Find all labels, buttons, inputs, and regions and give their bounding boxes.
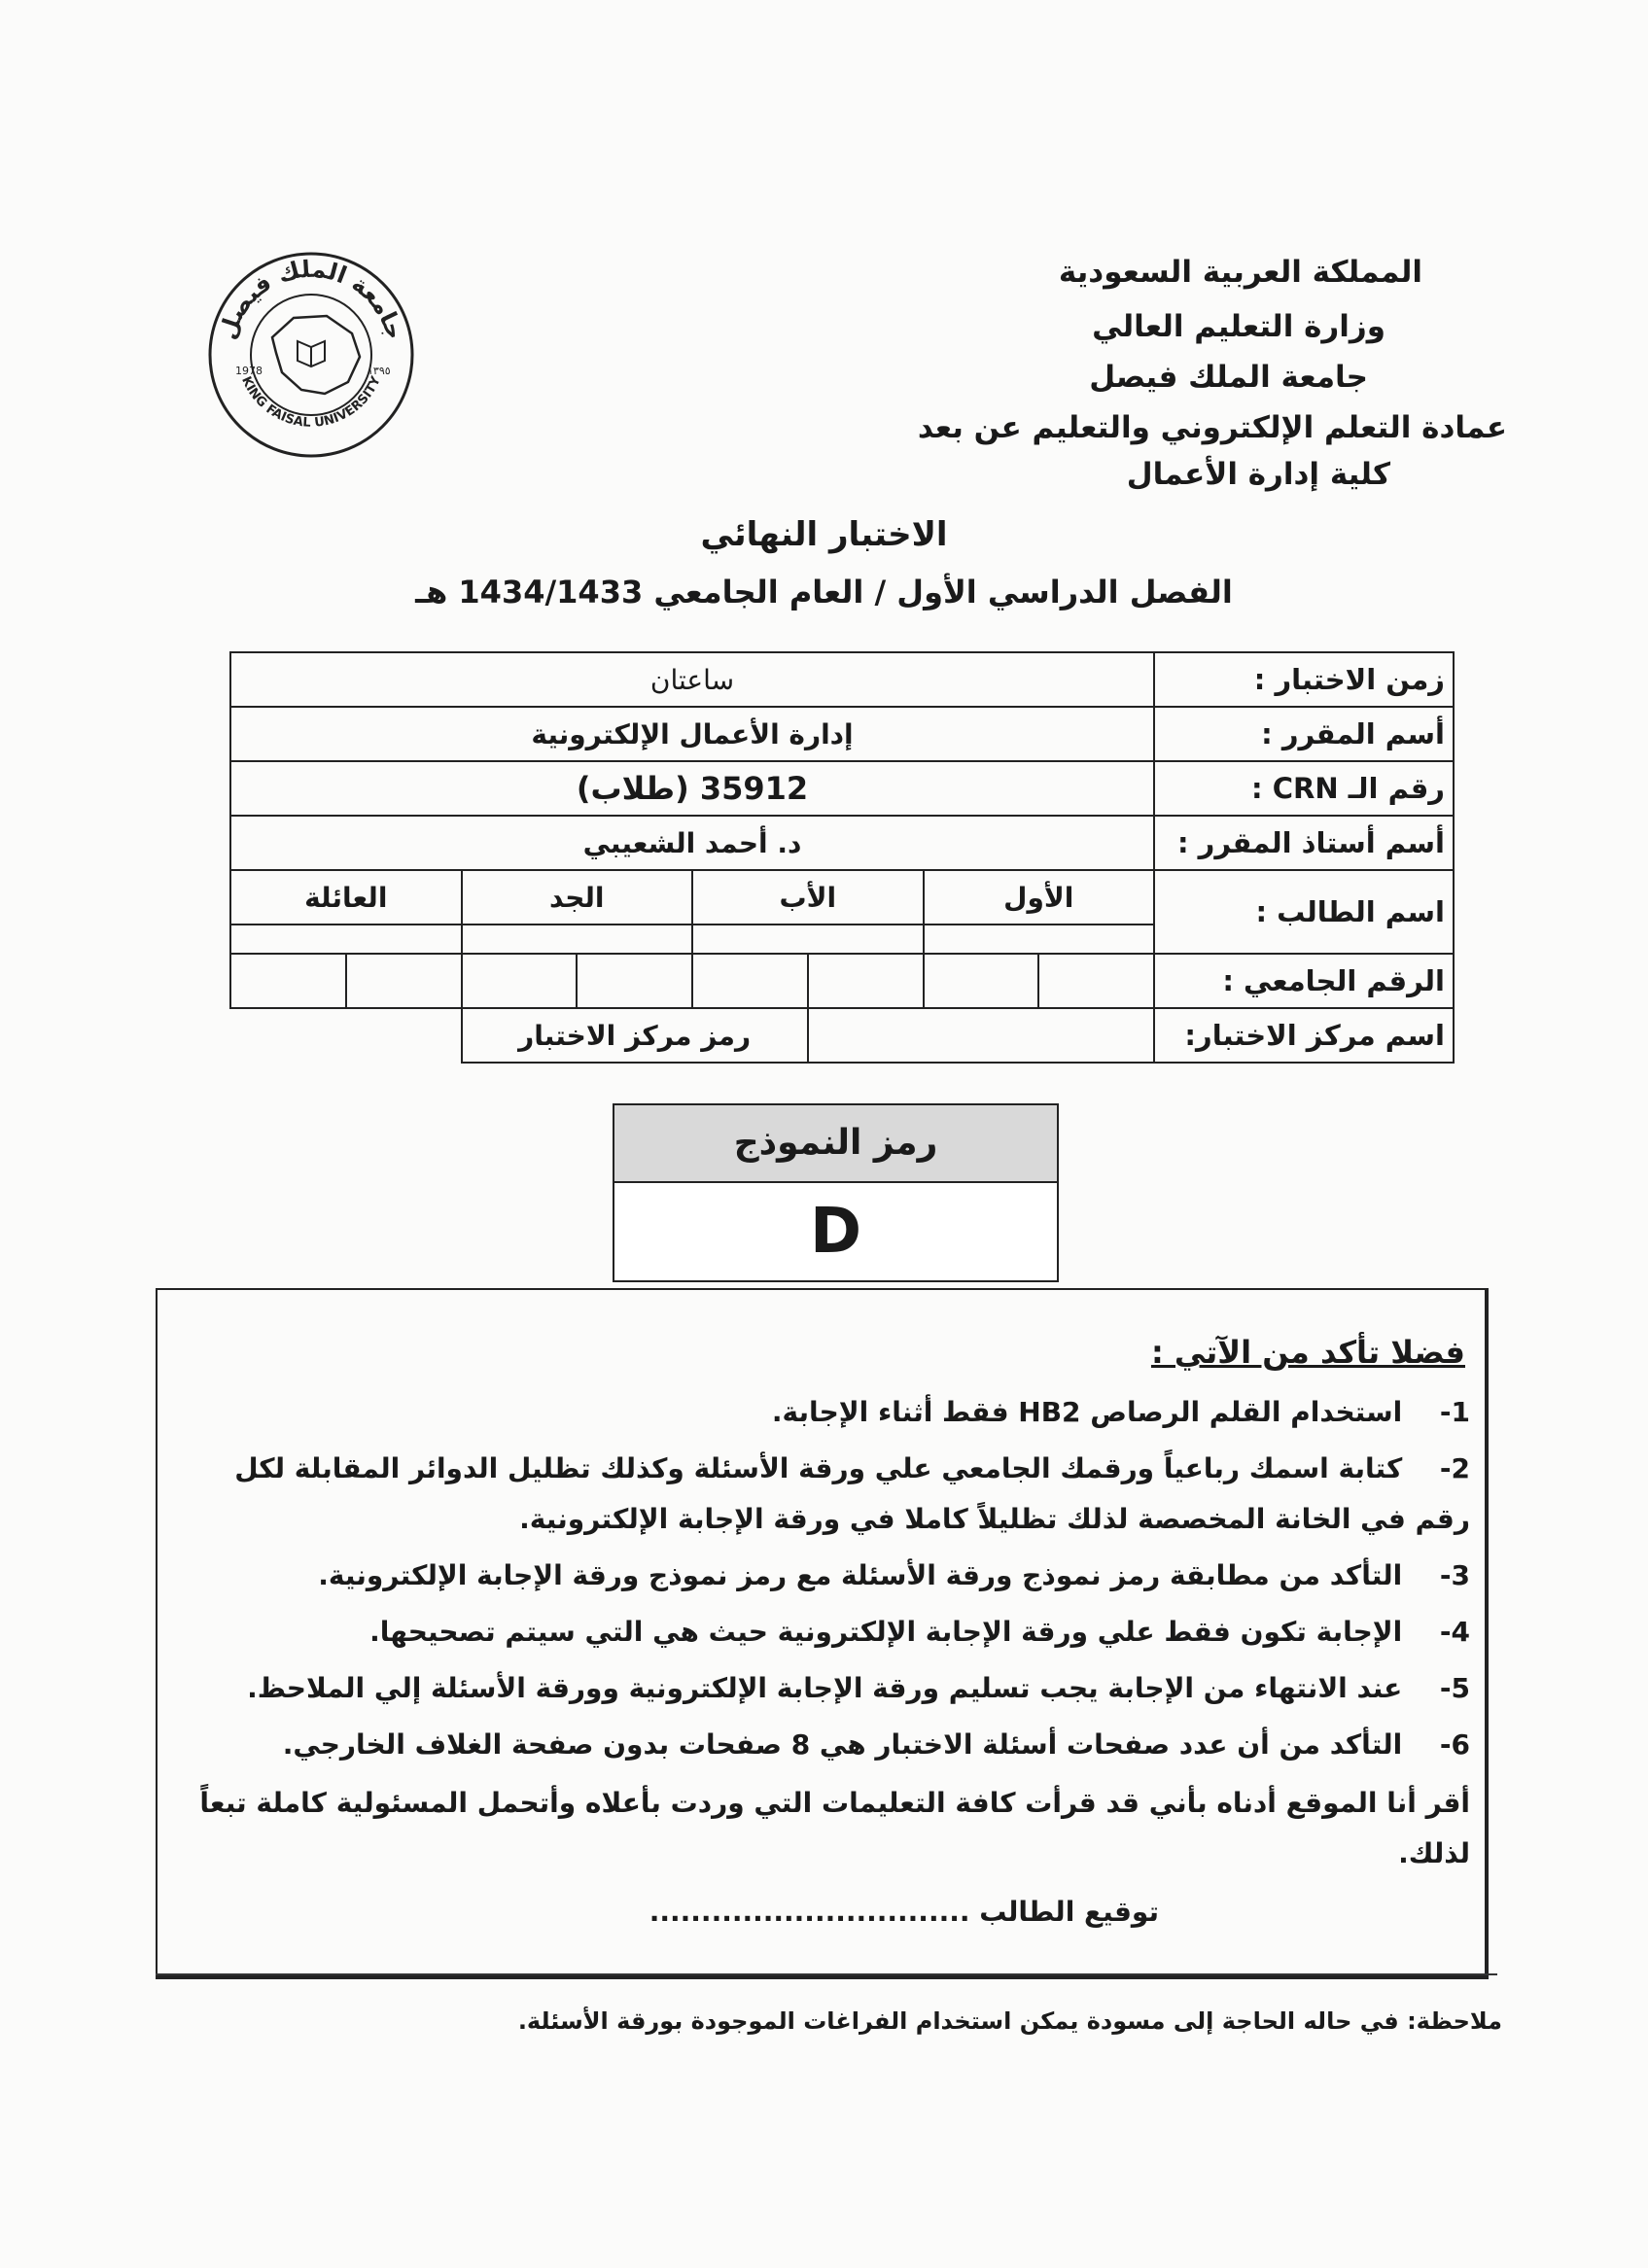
student-id-digit[interactable]	[230, 954, 346, 1008]
header-line-university: جامعة الملك فيصل	[1089, 360, 1368, 395]
footer-note: ملاحظة: في حاله الحاجة إلى مسودة يمكن استخدام الفراغات الموجودة بورقة الأسئلة.	[517, 2007, 1502, 2035]
declaration-text: أقر أنا الموقع أدناه بأني قد قرأت كافة التعليمات التي وردت بأعلاه وأتحمل المسئولية كاملة تبعاً لذلك.	[199, 1787, 1470, 1869]
student-id-digit[interactable]	[1038, 954, 1154, 1008]
instruction-text: التأكد من مطابقة رمز نموذج ورقة الأسئلة مع رمز نموذج ورقة الإجابة الإلكترونية.	[318, 1559, 1403, 1591]
instruction-number: 2-	[1439, 1452, 1470, 1484]
seal-arabic-name: جامعة الملك فيصل	[213, 255, 409, 343]
name-col-grandfather: الجد	[462, 870, 693, 925]
exam-info-table	[229, 651, 1455, 1064]
test-center-field[interactable]	[808, 1008, 1154, 1063]
instruction-text: استخدام القلم الرصاص HB2 فقط أثناء الإجابة.	[771, 1396, 1403, 1428]
course-value: إدارة الأعمال الإلكترونية	[230, 707, 1154, 761]
crn-value: 35912 (طلاب)	[230, 761, 1154, 816]
seal-year-right: ١٣٩٥	[368, 365, 391, 377]
university-seal	[204, 248, 418, 462]
instructor-value: د. أحمد الشعيبي	[230, 816, 1154, 870]
instruction-text: كتابة اسمك رباعياً ورقمك الجامعي علي ورقة الأسئلة وكذلك تظليل الدوائر المقابلة لكل رقم في الخانة المخصصة لذلك تظليلاً كاملا في ورقة الإجابة الإلكترونية.	[234, 1452, 1470, 1535]
instruction-number: 4-	[1439, 1616, 1470, 1648]
name-col-father: الأب	[692, 870, 924, 925]
name-father-field[interactable]	[692, 925, 924, 954]
crn-label: رقم الـ CRN :	[1154, 761, 1454, 816]
name-col-first: الأول	[924, 870, 1155, 925]
instruction-number: 6-	[1439, 1728, 1470, 1761]
model-code-box	[613, 1103, 1059, 1282]
student-id-digit[interactable]	[462, 954, 578, 1008]
book-icon	[298, 341, 325, 366]
duration-label: زمن الاختبار :	[1154, 652, 1454, 707]
student-id-digit[interactable]	[924, 954, 1039, 1008]
instructions-box	[156, 1288, 1489, 1979]
instructions-title: فضلا تأكد من الآتي :	[1150, 1334, 1465, 1371]
instruction-text: التأكد من أن عدد صفحات أسئلة الاختبار هي 8 صفحات بدون صفحة الغلاف الخارجي.	[282, 1728, 1403, 1761]
instruction-item-2	[172, 1444, 1470, 1545]
course-label: أسم المقرر :	[1154, 707, 1454, 761]
header-line-college: كلية إدارة الأعمال	[1126, 457, 1390, 492]
duration-value: ساعتان	[230, 652, 1154, 707]
test-center-code-label: رمز مركز الاختبار	[462, 1008, 808, 1063]
instruction-item-6	[172, 1720, 1470, 1770]
student-id-digit[interactable]	[577, 954, 692, 1008]
instruction-item-3	[172, 1551, 1470, 1601]
student-id-digit[interactable]	[808, 954, 924, 1008]
instruction-number: 5-	[1439, 1672, 1470, 1704]
test-center-code-blank	[230, 1008, 462, 1063]
svg-text:KING FAISAL UNIVERSITY	[238, 374, 384, 431]
student-signature-line[interactable]: توقيع الطالب ...............................	[649, 1896, 1159, 1928]
seal-english-name: KING FAISAL UNIVERSITY	[238, 374, 384, 431]
instruction-number: 1-	[1439, 1396, 1470, 1428]
model-code-value: D	[809, 1196, 862, 1268]
student-id-digit[interactable]	[692, 954, 808, 1008]
name-grandfather-field[interactable]	[462, 925, 693, 954]
name-family-field[interactable]	[230, 925, 462, 954]
seal-year-left: 1978	[235, 365, 263, 377]
footer-divider	[156, 1973, 1497, 1975]
name-col-family: العائلة	[230, 870, 462, 925]
student-id-label: الرقم الجامعي :	[1154, 954, 1454, 1008]
instruction-number: 3-	[1439, 1559, 1470, 1591]
exam-term: الفصل الدراسي الأول / العام الجامعي 1434/1433 هـ	[415, 574, 1233, 611]
header-line-ministry: وزارة التعليم العالي	[1092, 309, 1385, 344]
header-line-kingdom: المملكة العربية السعودية	[1058, 255, 1422, 290]
svg-text:جامعة الملك فيصل	[214, 256, 409, 343]
instruction-item-4	[172, 1607, 1470, 1657]
name-first-field[interactable]	[924, 925, 1155, 954]
student-id-digit[interactable]	[346, 954, 462, 1008]
instruction-text: الإجابة تكون فقط علي ورقة الإجابة الإلكترونية حيث هي التي سيتم تصحيحها.	[369, 1616, 1403, 1648]
exam-title: الاختبار النهائي	[700, 515, 948, 554]
model-code-label: رمز النموذج	[614, 1105, 1057, 1183]
test-center-label: اسم مركز الاختبار:	[1154, 1008, 1454, 1063]
instruction-item-1	[172, 1387, 1470, 1438]
instructor-label: أسم أستاذ المقرر :	[1154, 816, 1454, 870]
header-line-deanship: عمادة التعلم الإلكتروني والتعليم عن بعد	[917, 410, 1507, 445]
instruction-text: عند الانتهاء من الإجابة يجب تسليم ورقة الإجابة الإلكترونية وورقة الأسئلة إلي الملاحظ.	[247, 1672, 1403, 1704]
instruction-item-5	[172, 1663, 1470, 1714]
map-icon	[272, 316, 360, 394]
student-name-label: اسم الطالب :	[1154, 870, 1454, 954]
